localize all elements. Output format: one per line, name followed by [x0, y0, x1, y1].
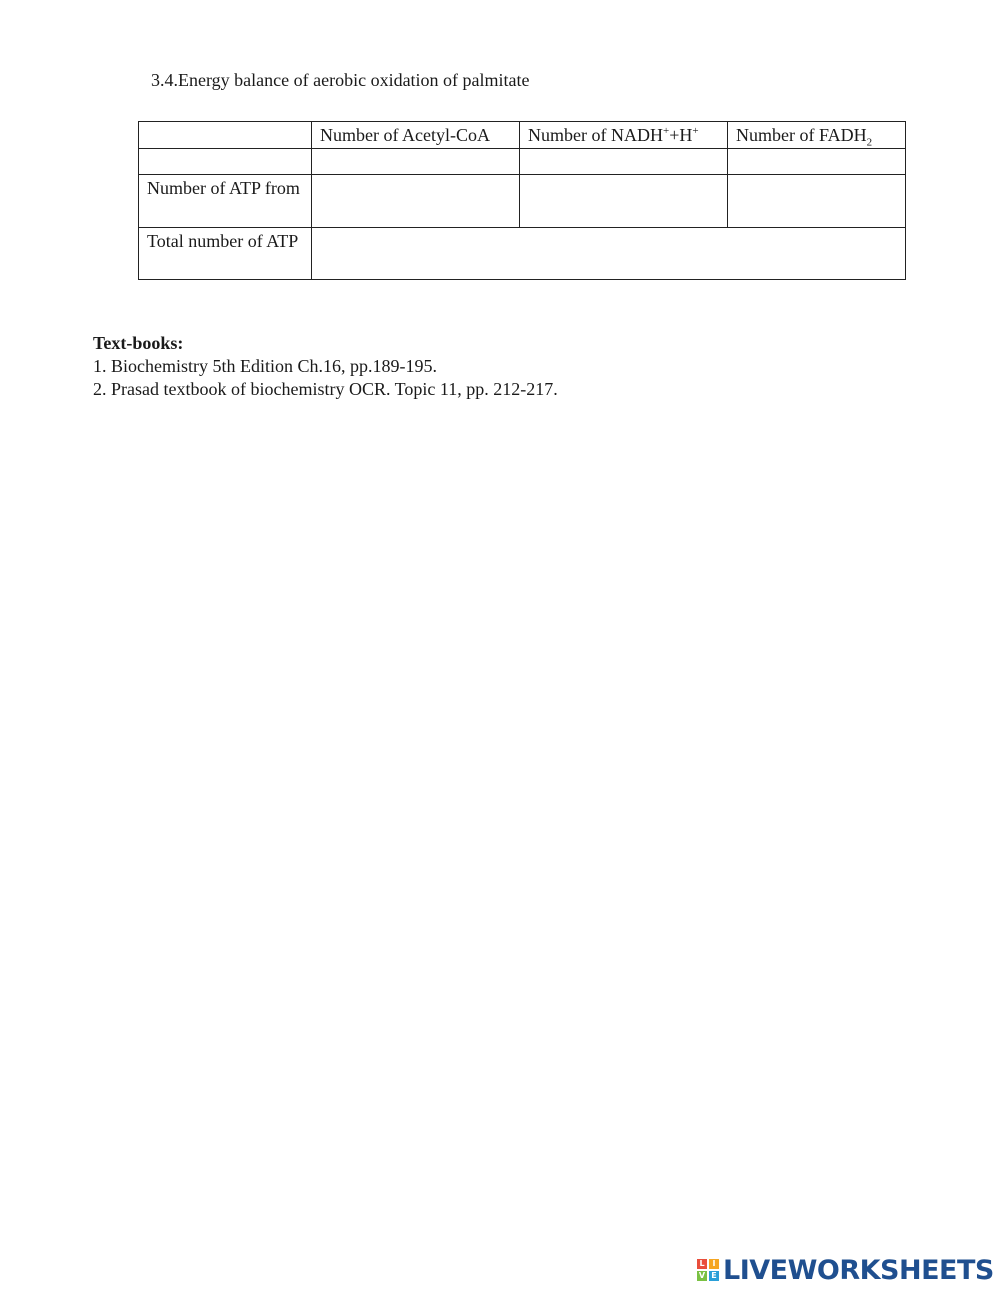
- textbook-item: 1. Biochemistry 5th Edition Ch.16, pp.189-195.: [93, 356, 437, 376]
- atp-from-acetyl-coa-cell[interactable]: [312, 175, 520, 228]
- logo-block-i: I: [709, 1259, 719, 1269]
- logo-text: LIVEWORKSHEETS: [723, 1254, 994, 1286]
- row-label-atp-from: Number of ATP from: [139, 175, 312, 228]
- table-row-atp-from: [139, 175, 906, 228]
- textbook-item: 2. Prasad textbook of biochemistry OCR. Topic 11, pp. 212-217.: [93, 379, 558, 399]
- logo-block-l: L: [697, 1259, 707, 1269]
- total-atp-cell[interactable]: [312, 228, 906, 280]
- nadh-count-cell[interactable]: [520, 149, 728, 175]
- row-label-total-atp: Total number of ATP: [139, 228, 312, 280]
- textbooks-title: Text-books:: [93, 333, 184, 353]
- header-nadh: [520, 122, 728, 149]
- table-row-total-atp: [139, 228, 906, 280]
- table-header-row: [139, 122, 906, 149]
- energy-balance-table: [138, 121, 906, 280]
- header-fadh-text: Number of FADH: [736, 125, 867, 145]
- header-cell-blank: [139, 122, 312, 149]
- atp-from-nadh-cell[interactable]: [520, 175, 728, 228]
- quantity-cell-label: [139, 149, 312, 175]
- header-h-superscript: +: [692, 125, 699, 137]
- header-nadh-text: Number of NADH: [528, 125, 663, 145]
- header-acetyl-coa: Number of Acetyl-CoA: [312, 122, 520, 149]
- fadh2-count-cell[interactable]: [728, 149, 906, 175]
- textbooks-section: [93, 332, 558, 401]
- table-row-quantities: [139, 149, 906, 175]
- section-title: 3.4.Energy balance of aerobic oxidation of palmitate: [151, 70, 530, 90]
- header-nadh-superscript: +: [662, 125, 670, 137]
- header-nadh-h: +H: [669, 125, 693, 145]
- header-fadh2: [728, 122, 906, 149]
- logo-icon: [697, 1259, 719, 1281]
- acetyl-coa-count-cell[interactable]: [312, 149, 520, 175]
- logo-block-v: V: [698, 1271, 706, 1280]
- atp-from-fadh2-cell[interactable]: [728, 175, 906, 228]
- logo-block-e: E: [709, 1271, 719, 1281]
- liveworksheets-logo: [697, 1254, 994, 1286]
- header-fadh-subscript: 2: [866, 136, 873, 149]
